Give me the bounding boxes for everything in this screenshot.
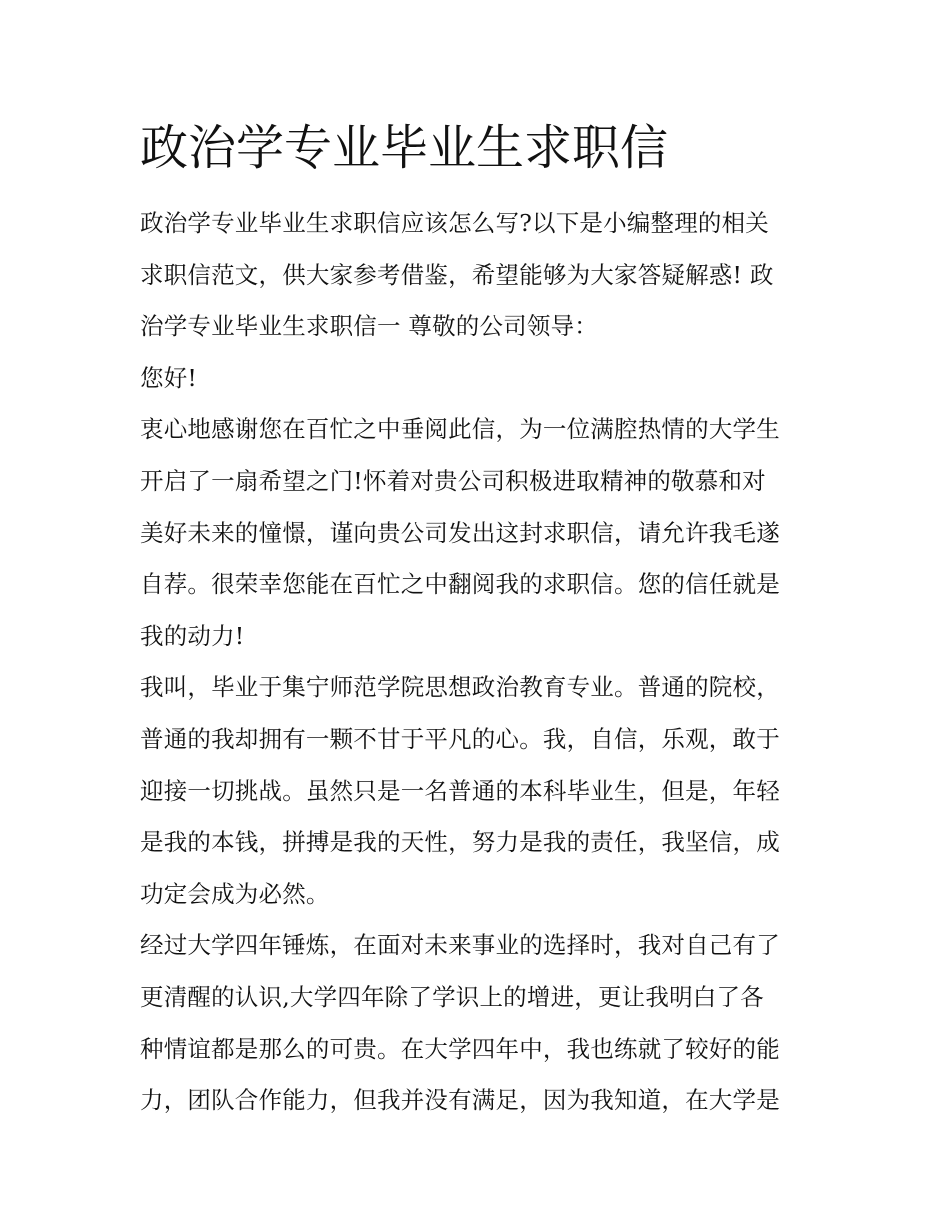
body-line: 自荐。很荣幸您能在百忙之中翻阅我的求职信。您的信任就是 [140, 570, 780, 599]
body-line: 种情谊都是那么的可贵。在大学四年中，我也练就了较好的能 [140, 1034, 780, 1063]
document-body [140, 198, 830, 1127]
body-line: 衷心地感谢您在百忙之中垂阅此信，为一位满腔热情的大学生 [140, 415, 780, 444]
body-line: 您好! [140, 363, 198, 392]
body-line: 治学专业毕业生求职信一 尊敬的公司领导： [140, 312, 598, 341]
body-line: 求职信范文，供大家参考借鉴，希望能够为大家答疑解惑! 政 [140, 260, 774, 289]
body-line: 更清醒的认识,大学四年除了学识上的增进，更让我明白了各 [140, 982, 764, 1011]
body-line: 力，团队合作能力，但我并没有满足，因为我知道，在大学是 [140, 1086, 780, 1115]
body-line: 功定会成为必然。 [140, 879, 330, 908]
body-line: 我的动力! [140, 621, 245, 650]
body-line: 我叫，毕业于集宁师范学院思想政治教育专业。普通的院校， [140, 673, 780, 702]
body-line: 普通的我却拥有一颗不甘于平凡的心。我，自信，乐观，敢于 [140, 724, 780, 753]
document-title: 政治学专业毕业生求职信 [140, 120, 669, 176]
body-line: 经过大学四年锤炼，在面对未来事业的选择时，我对自己有了 [140, 931, 780, 960]
body-line: 政治学专业毕业生求职信应该怎么写?以下是小编整理的相关 [140, 209, 769, 237]
body-line: 美好未来的憧憬，谨向贵公司发出这封求职信，请允许我毛遂 [140, 518, 780, 547]
body-line: 开启了一扇希望之门!怀着对贵公司积极进取精神的敬慕和对 [140, 466, 766, 495]
body-line: 是我的本钱，拼搏是我的天性，努力是我的责任，我坚信，成 [140, 828, 780, 857]
body-line: 迎接一切挑战。虽然只是一名普通的本科毕业生，但是，年轻 [140, 776, 780, 805]
